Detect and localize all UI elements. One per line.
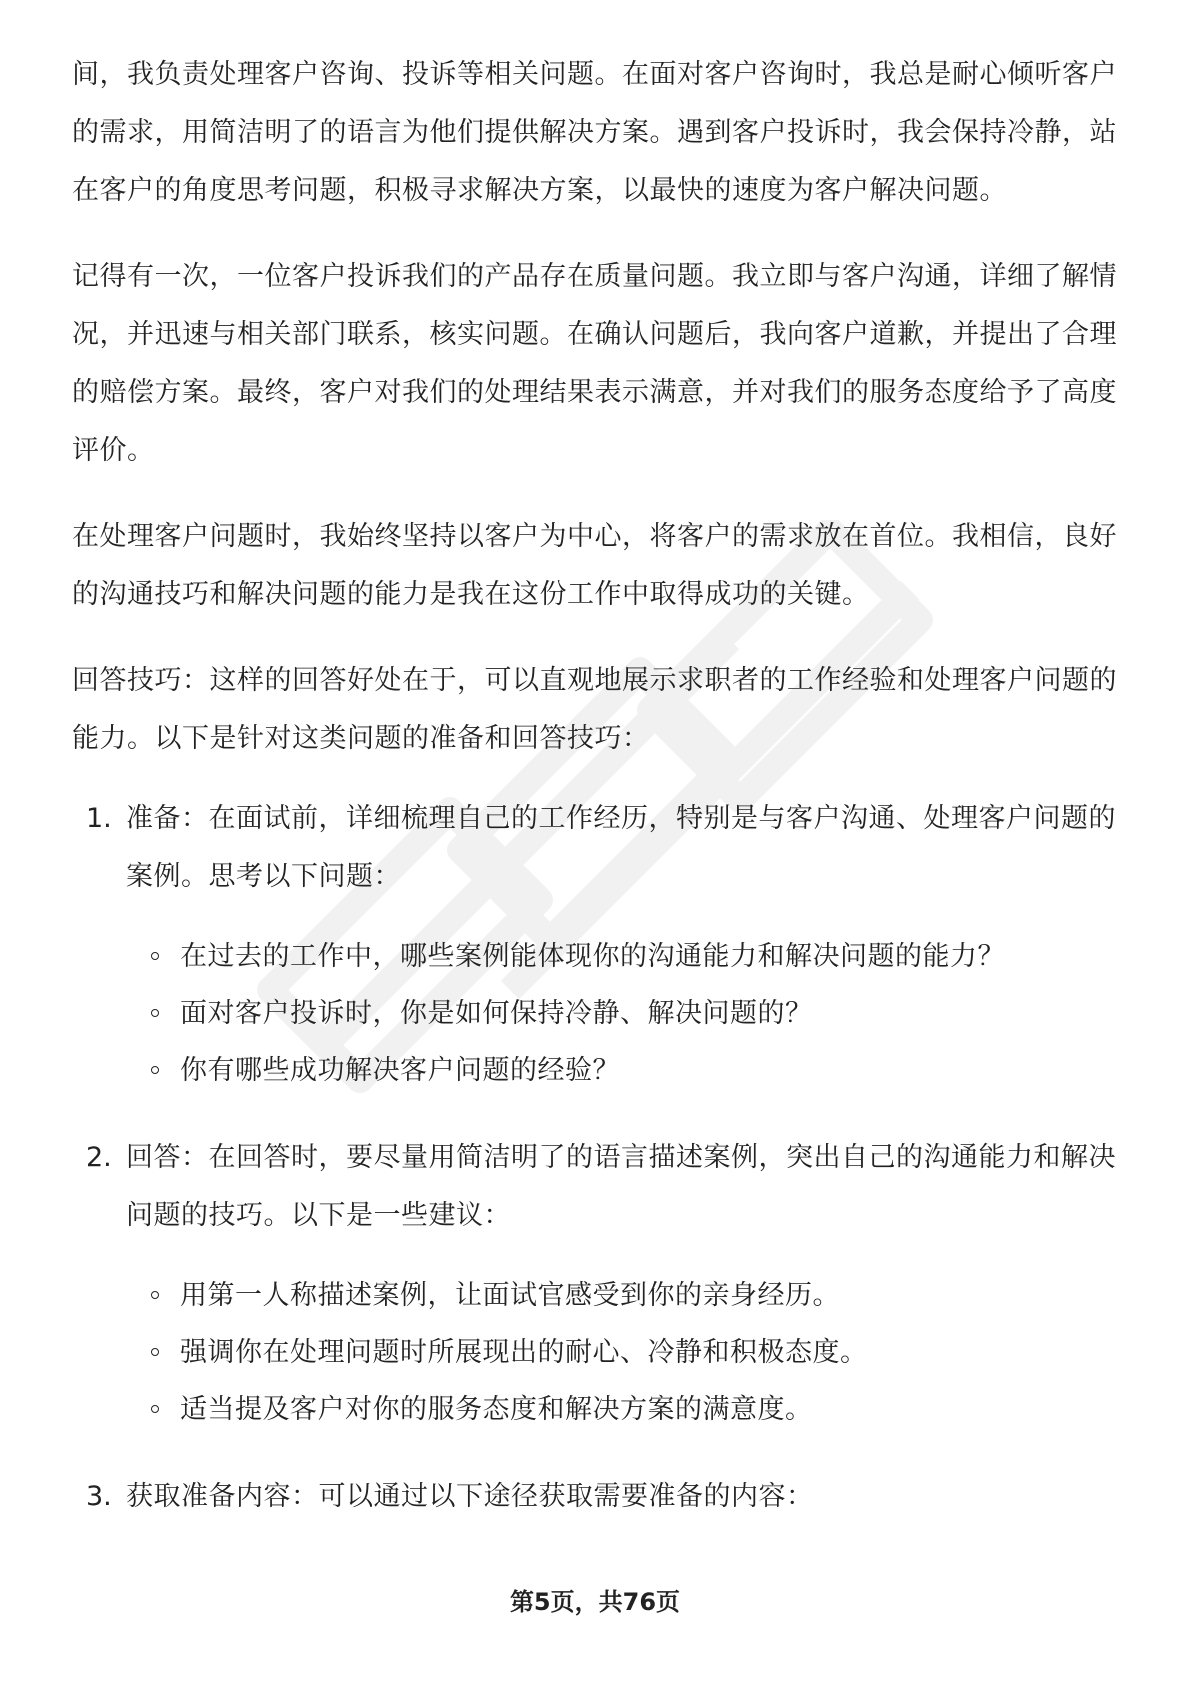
bullet-text: 用第一人称描述案例，让面试官感受到你的亲身经历。 — [180, 1280, 840, 1311]
list-item-text: 回答：在回答时，要尽量用简洁明了的语言描述案例，突出自己的沟通能力和解决问题的技巧。以下是一些建议： — [126, 1142, 1116, 1231]
bullet-icon — [151, 952, 159, 960]
document-body — [72, 46, 1118, 1526]
paragraph: 记得有一次，一位客户投诉我们的产品存在质量问题。我立即与客户沟通，详细了解情况，并迅速与相关部门联系，核实问题。在确认问题后，我向客户道歉，并提出了合理的赔偿方案。最终，客户对我们的处理结果表示满意，并对我们的服务态度给予了高度评价。 — [72, 261, 1117, 466]
bullet-item — [126, 1381, 1118, 1438]
bullet-icon — [151, 1009, 159, 1017]
bullet-icon — [151, 1066, 159, 1074]
paragraph: 回答技巧：这样的回答好处在于，可以直观地展示求职者的工作经验和处理客户问题的能力。以下是针对这类问题的准备和回答技巧： — [72, 665, 1117, 754]
bullet-item — [126, 985, 1118, 1042]
list-number: 3. — [86, 1481, 112, 1512]
list-item-text: 获取准备内容：可以通过以下途径获取需要准备的内容： — [126, 1481, 814, 1512]
list-number: 1. — [86, 803, 112, 834]
bullet-text: 在过去的工作中，哪些案例能体现你的沟通能力和解决问题的能力？ — [180, 941, 1005, 972]
bullet-item — [126, 928, 1118, 985]
list-item — [72, 1129, 1118, 1438]
page-footer: 第5页，共76页 — [509, 1588, 681, 1616]
bullet-item — [126, 1267, 1118, 1324]
list-item — [72, 790, 1118, 1099]
list-number: 2. — [86, 1142, 112, 1173]
paragraph: 在处理客户问题时，我始终坚持以客户为中心，将客户的需求放在首位。我相信，良好的沟通技巧和解决问题的能力是我在这份工作中取得成功的关键。 — [72, 521, 1117, 610]
bullet-icon — [151, 1291, 159, 1299]
list-item — [72, 1468, 1118, 1526]
bullet-text: 面对客户投诉时，你是如何保持冷静、解决问题的？ — [180, 998, 813, 1029]
bullet-item — [126, 1324, 1118, 1381]
bullet-list — [126, 928, 1118, 1099]
bullet-item — [126, 1042, 1118, 1099]
bullet-list — [126, 1267, 1118, 1438]
bullet-icon — [151, 1348, 159, 1356]
bullet-text: 适当提及客户对你的服务态度和解决方案的满意度。 — [180, 1394, 813, 1425]
paragraph: 间，我负责处理客户咨询、投诉等相关问题。在面对客户咨询时，我总是耐心倾听客户的需求，用简洁明了的语言为他们提供解决方案。遇到客户投诉时，我会保持冷静，站在客户的角度思考问题，积极寻求解决方案，以最快的速度为客户解决问题。 — [72, 59, 1117, 206]
list-item-text: 准备：在面试前，详细梳理自己的工作经历，特别是与客户沟通、处理客户问题的案例。思考以下问题： — [126, 803, 1116, 892]
bullet-text: 强调你在处理问题时所展现出的耐心、冷静和积极态度。 — [180, 1337, 868, 1368]
bullet-icon — [151, 1405, 159, 1413]
bullet-text: 你有哪些成功解决客户问题的经验？ — [180, 1055, 620, 1086]
